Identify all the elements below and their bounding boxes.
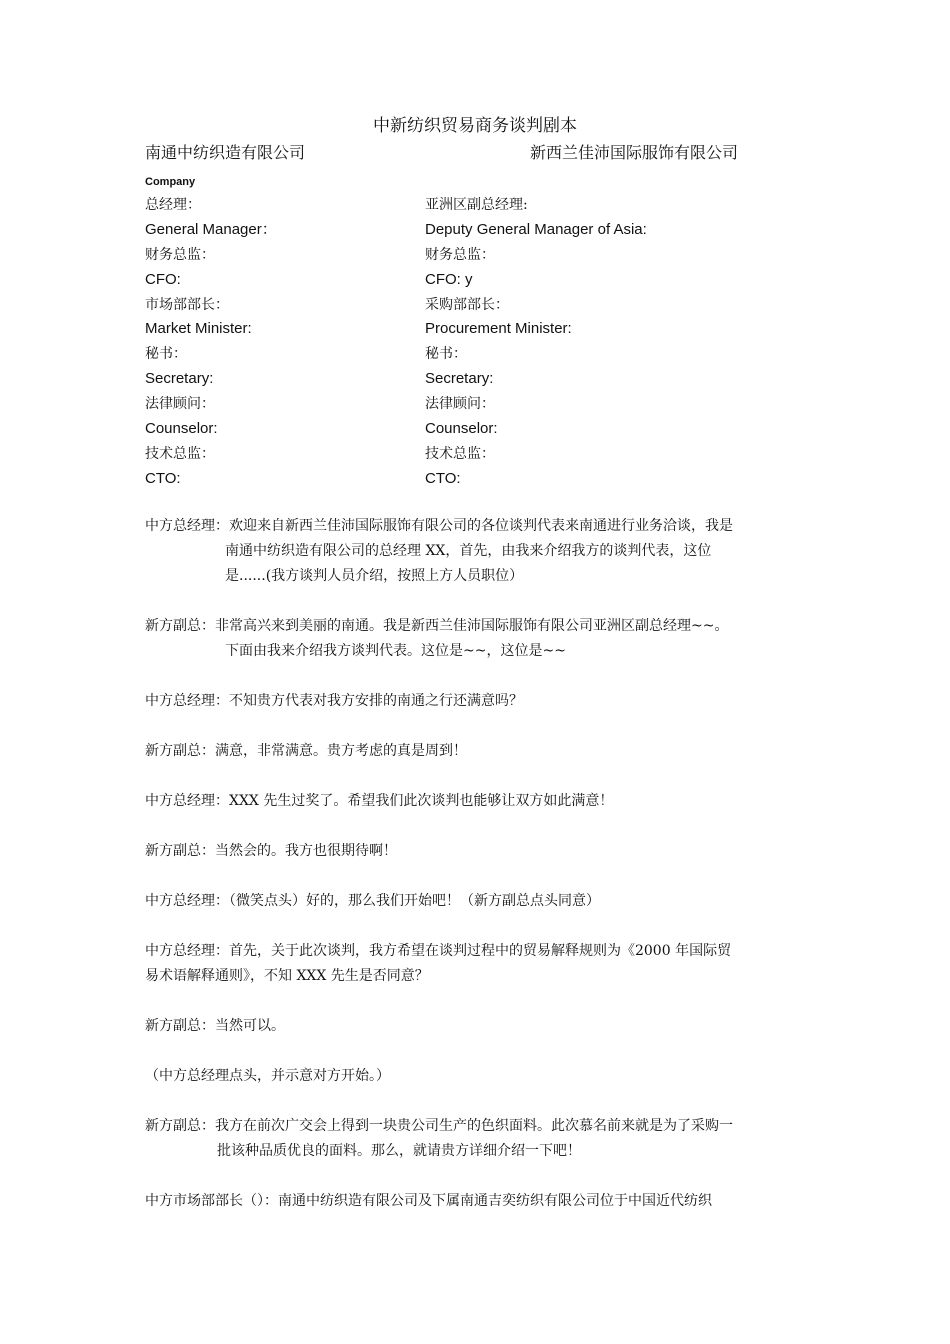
roster-row (145, 342, 805, 367)
dialogue (145, 514, 807, 1239)
roster-left-role: General Manager： (145, 220, 277, 238)
company-left: 南通中纺织造有限公司 (145, 143, 306, 162)
dialogue-paragraph (145, 889, 807, 914)
dialogue-continuation: 下面由我来介绍我方谈判代表。这位是~~，这位是~~ (225, 643, 566, 659)
roster-right-role: CTO: (425, 469, 461, 487)
dialogue-paragraph (145, 1189, 807, 1214)
roster-row (145, 218, 805, 243)
dialogue-line: 新方副总：满意，非常满意。贵方考虑的真是周到！ (145, 743, 467, 759)
dialogue-line: 中方市场部部长（）：南通中纺织造有限公司及下属南通吉奕纺织有限公司位于中国近代纺织 (145, 1193, 712, 1209)
dialogue-paragraph (145, 739, 807, 764)
roster-left-role: 技术总监： (145, 445, 215, 462)
roster-row (145, 317, 805, 342)
dialogue-line: 中方总经理：首先，关于此次谈判，我方希望在谈判过程中的贸易解释规则为《2000 年国际贸 (145, 943, 732, 959)
roster-right-role: Secretary: (425, 370, 494, 388)
dialogue-line: 中方总经理：不知贵方代表对我方安排的南通之行还满意吗？ (145, 693, 523, 709)
roster-row (145, 243, 805, 268)
roster-row (145, 268, 805, 293)
page-title: 中新纺织贸易商务谈判剧本 (373, 116, 577, 136)
roster-left-role: 法律顾问： (145, 396, 215, 413)
roster-right-role: 技术总监： (425, 445, 495, 462)
roster-left-role: CFO: (145, 270, 181, 288)
roster-row (145, 367, 805, 392)
roster-left-role: 秘书： (145, 346, 187, 363)
dialogue-line: 新方副总：当然会的。我方也很期待啊！ (145, 843, 397, 859)
dialogue-paragraph (145, 614, 807, 664)
roster-left-role: Market Minister: (145, 320, 252, 338)
dialogue-line: 中方总经理：（微笑点头）好的，那么我们开始吧！（新方副总点头同意） (145, 893, 600, 909)
dialogue-line: 新方副总：我方在前次广交会上得到一块贵公司生产的色织面料。此次慕名前来就是为了采购一 (145, 1118, 733, 1134)
roster-right-role: Procurement Minister: (425, 320, 572, 338)
roster-left-role: CTO: (145, 469, 181, 487)
roster-row (145, 417, 805, 442)
roster-left-role: 总经理： (145, 197, 201, 213)
roster-left-role: Secretary: (145, 370, 214, 388)
dialogue-paragraph (145, 1114, 807, 1164)
roster-left-role: 市场部部长： (145, 296, 229, 313)
dialogue-line: 新方副总：当然可以。 (145, 1018, 285, 1034)
dialogue-paragraph (145, 789, 807, 814)
roster-right-role: 秘书： (425, 346, 467, 363)
dialogue-paragraph (145, 1014, 807, 1039)
dialogue-paragraph (145, 839, 807, 864)
dialogue-paragraph (145, 939, 807, 989)
dialogue-line: 中方总经理：欢迎来自新西兰佳沛国际服饰有限公司的各位谈判代表来南通进行业务洽谈，我是 (145, 518, 733, 534)
roster-right-role: 财务总监： (425, 246, 495, 263)
roster-right-role: 采购部部长： (425, 296, 509, 313)
dialogue-paragraph (145, 689, 807, 714)
dialogue-continuation: 是......(我方谈判人员介绍，按照上方人员职位） (225, 568, 524, 584)
roster-right-role: 法律顾问： (425, 396, 495, 413)
dialogue-paragraph (145, 1064, 807, 1089)
company-label: Company (145, 176, 196, 188)
roster-right-role: Deputy General Manager of Asia: (425, 220, 647, 238)
dialogue-line: 中方总经理：XXX 先生过奖了。希望我们此次谈判也能够让双方如此满意！ (145, 793, 614, 809)
roster-row (145, 392, 805, 417)
dialogue-paragraph (145, 514, 807, 589)
company-right: 新西兰佳沛国际服饰有限公司 (530, 143, 739, 162)
roster-left-role: 财务总监： (145, 246, 215, 263)
roster-row (145, 193, 805, 218)
roster-right-role: CFO: y (425, 270, 473, 288)
roster-right-role: Counselor: (425, 420, 498, 438)
roster-row (145, 293, 805, 318)
roster-right-role: 亚洲区副总经理: (425, 197, 528, 213)
dialogue-line: （中方总经理点头，并示意对方开始。） (145, 1068, 390, 1084)
dialogue-line: 新方副总：非常高兴来到美丽的南通。我是新西兰佳沛国际服饰有限公司亚洲区副总经理~~。 (145, 618, 729, 634)
roster-row (145, 467, 805, 492)
dialogue-continuation: 批该种品质优良的面料。那么，就请贵方详细介绍一下吧！ (217, 1143, 581, 1159)
roster (145, 193, 805, 492)
dialogue-continuation: 南通中纺织造有限公司的总经理 XX，首先，由我来介绍我方的谈判代表，这位 (225, 543, 712, 559)
dialogue-continuation: 易术语解释通则》，不知 XXX 先生是否同意？ (145, 968, 429, 984)
roster-left-role: Counselor: (145, 420, 218, 438)
roster-row (145, 442, 805, 467)
